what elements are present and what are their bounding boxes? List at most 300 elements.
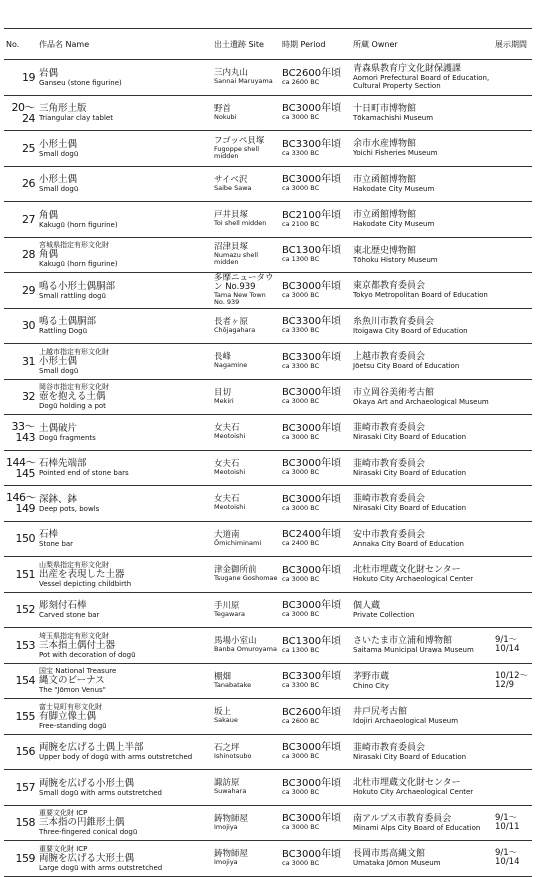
item-name-en: Small dogū xyxy=(39,366,79,375)
owner-en: Okaya Art and Archaeological Museum xyxy=(353,397,489,406)
item-name-jp: 両腕を広げる小形土偶 xyxy=(39,777,135,789)
owner-jp: 井戸尻考古館 xyxy=(353,707,408,718)
display-period xyxy=(493,557,532,593)
site-jp: 坂上 xyxy=(214,707,232,718)
site-jp: 女夫石 xyxy=(214,494,240,505)
item-name-jp: 角偶 xyxy=(39,249,59,261)
site-jp: 諏訪原 xyxy=(214,778,240,789)
item-name-cell xyxy=(37,628,212,664)
header-site: 出土遺跡 Site xyxy=(212,29,280,60)
owner-en: Annaka City Board of Education xyxy=(353,539,464,548)
period-jp: BC1300年頃 xyxy=(282,635,342,647)
item-number: 30 xyxy=(4,308,37,344)
item-name-jp: 壺を抱える土偶 xyxy=(39,391,106,403)
item-name-en: Ganseu (stone figurine) xyxy=(39,78,122,87)
display-period xyxy=(493,450,532,486)
period-en: ca 3000 BC xyxy=(282,290,320,299)
item-number: 25 xyxy=(4,131,37,167)
owner-en: Jōetsu City Board of Education xyxy=(353,362,460,371)
period-cell xyxy=(280,841,351,877)
period-en: ca 2600 BC xyxy=(282,77,320,86)
table-row xyxy=(4,592,532,628)
item-name-en: Vessel depicting childbirth xyxy=(39,579,132,588)
period-jp: BC3000年頃 xyxy=(282,742,342,754)
display-period: 9/1〜10/14 xyxy=(493,841,532,877)
item-number: 20〜24 xyxy=(4,95,37,131)
display-period xyxy=(493,60,532,96)
item-name-en: Stone bar xyxy=(39,540,74,549)
site-jp: 沼津貝塚 xyxy=(214,242,249,253)
period-cell xyxy=(280,379,351,415)
period-en: ca 3000 BC xyxy=(282,858,320,867)
designation-label: 重要文化財 ICP xyxy=(39,809,88,818)
owner-en: Chino City xyxy=(353,681,389,690)
owner-cell xyxy=(351,131,493,167)
period-jp: BC3300年頃 xyxy=(282,671,342,683)
owner-cell xyxy=(351,699,493,735)
site-cell xyxy=(212,166,280,202)
table-row xyxy=(4,770,532,806)
period-cell xyxy=(280,592,351,628)
item-name-cell xyxy=(37,450,212,486)
table-row xyxy=(4,166,532,202)
period-cell xyxy=(280,166,351,202)
table-row xyxy=(4,273,532,309)
item-name-cell xyxy=(37,202,212,238)
site-cell xyxy=(212,592,280,628)
site-cell xyxy=(212,770,280,806)
item-name-jp: 石棒先端部 xyxy=(39,458,87,470)
owner-cell xyxy=(351,273,493,309)
owner-en: Hokuto City Archaeological Center xyxy=(353,788,474,797)
item-name-en: Large dogū with arms outstretched xyxy=(39,863,163,872)
owner-jp: 糸魚川市教育委員会 xyxy=(353,316,435,327)
period-en: ca 3300 BC xyxy=(282,361,320,370)
owner-jp: 青森県教育庁文化財保護課 xyxy=(353,64,462,75)
site-en: Tama New Town No. 939 xyxy=(214,291,266,307)
period-en: ca 3000 BC xyxy=(282,397,320,406)
display-period xyxy=(493,486,532,522)
owner-en: Minami Alps City Board of Education xyxy=(353,823,481,832)
site-en: Toi shell midden xyxy=(214,219,267,228)
owner-cell xyxy=(351,663,493,699)
period-en: ca 3000 BC xyxy=(282,574,320,583)
period-en: ca 3000 BC xyxy=(282,113,320,122)
item-name-jp: 小形土偶 xyxy=(39,355,78,367)
period-cell xyxy=(280,521,351,557)
period-cell xyxy=(280,131,351,167)
item-name-cell xyxy=(37,131,212,167)
owner-cell xyxy=(351,237,493,273)
period-cell xyxy=(280,734,351,770)
owner-en: Yoichi Fisheries Museum xyxy=(353,149,438,158)
period-jp: BC2600年頃 xyxy=(282,67,342,79)
owner-jp: 韮崎市教育委員会 xyxy=(353,423,426,434)
period-en: ca 3300 BC xyxy=(282,326,320,335)
site-en: Nokubi xyxy=(214,112,237,121)
site-jp: 野首 xyxy=(214,103,232,114)
designation-label: 上越市指定有形文化財 xyxy=(39,347,109,356)
site-jp: 手川原 xyxy=(214,600,240,611)
item-number: 144〜145 xyxy=(4,450,37,486)
item-name-jp: 両腕を広げる大形土偶 xyxy=(39,852,135,864)
site-jp: 鋳物師屋 xyxy=(214,813,249,824)
period-cell xyxy=(280,557,351,593)
table-row xyxy=(4,557,532,593)
site-jp: 女夫石 xyxy=(214,423,240,434)
owner-en: Tōkamachishi Museum xyxy=(353,113,434,122)
item-name-jp: 三本指の円錐形土偶 xyxy=(39,817,125,829)
site-en: Sakaue xyxy=(214,716,238,725)
item-name-jp: 石棒 xyxy=(39,529,59,541)
site-cell xyxy=(212,308,280,344)
item-name-jp: 両腕を広げる土偶上半部 xyxy=(39,742,144,754)
item-name-cell xyxy=(37,486,212,522)
item-name-cell xyxy=(37,273,212,309)
item-name-cell xyxy=(37,308,212,344)
display-period xyxy=(493,273,532,309)
site-cell xyxy=(212,841,280,877)
owner-jp: 韮崎市教育委員会 xyxy=(353,494,426,505)
site-en: Numazu shell midden xyxy=(214,251,259,267)
period-en: ca 3000 BC xyxy=(282,787,320,796)
display-period xyxy=(493,308,532,344)
table-row xyxy=(4,60,532,96)
table-row xyxy=(4,131,532,167)
owner-jp: 北杜市埋蔵文化財センター xyxy=(353,565,461,576)
item-name-cell xyxy=(37,841,212,877)
owner-en: Itoigawa City Board of Education xyxy=(353,326,468,335)
item-name-cell xyxy=(37,592,212,628)
site-cell xyxy=(212,486,280,522)
table-row xyxy=(4,699,532,735)
item-name-jp: 土偶破片 xyxy=(39,422,78,434)
period-jp: BC3000年頃 xyxy=(282,458,342,470)
site-jp: 石之坪 xyxy=(214,742,240,753)
owner-en: Nirasaki City Board of Education xyxy=(353,433,467,442)
period-cell xyxy=(280,308,351,344)
item-name-en: Rattling Dogū xyxy=(39,327,88,336)
item-name-cell xyxy=(37,805,212,841)
item-number: 152 xyxy=(4,592,37,628)
site-cell xyxy=(212,450,280,486)
owner-jp: 市立岡谷美術考古館 xyxy=(353,387,435,398)
item-name-cell xyxy=(37,699,212,735)
item-name-cell xyxy=(37,663,212,699)
display-period xyxy=(493,699,532,735)
period-cell xyxy=(280,628,351,664)
item-name-en: Dogū holding a pot xyxy=(39,402,106,411)
table-row xyxy=(4,521,532,557)
site-en: Ishinotsubo xyxy=(214,751,252,760)
owner-cell xyxy=(351,734,493,770)
item-number: 159 xyxy=(4,841,37,877)
item-name-jp: 有脚立像土偶 xyxy=(39,710,97,722)
period-en: ca 3000 BC xyxy=(282,752,320,761)
display-period xyxy=(493,344,532,380)
site-cell xyxy=(212,628,280,664)
period-cell xyxy=(280,450,351,486)
period-en: ca 3300 BC xyxy=(282,148,320,157)
owner-cell xyxy=(351,308,493,344)
table-row xyxy=(4,841,532,877)
period-en: ca 3000 BC xyxy=(282,432,320,441)
owner-en: Hakodate City Museum xyxy=(353,220,435,229)
owner-jp: 韮崎市教育委員会 xyxy=(353,742,426,753)
item-name-en: Kakugū (horn figurine) xyxy=(39,260,118,269)
item-number: 19 xyxy=(4,60,37,96)
owner-en: Nirasaki City Board of Education xyxy=(353,504,467,513)
period-en: ca 3000 BC xyxy=(282,184,320,193)
site-cell xyxy=(212,663,280,699)
table-row xyxy=(4,237,532,273)
period-en: ca 3000 BC xyxy=(282,503,320,512)
header-display: 展示期間 xyxy=(493,29,532,60)
period-jp: BC3000年頃 xyxy=(282,777,342,789)
period-jp: BC3000年頃 xyxy=(282,564,342,576)
item-number: 158 xyxy=(4,805,37,841)
owner-jp: 市立函館博物館 xyxy=(353,210,417,221)
site-jp: 馬場小室山 xyxy=(214,636,257,647)
site-en: Mekiri xyxy=(214,396,234,405)
owner-jp: 茅野市蔵 xyxy=(353,671,390,682)
display-period xyxy=(493,131,532,167)
owner-en: Private Collection xyxy=(353,610,415,619)
site-jp: 長者ヶ原 xyxy=(214,316,249,327)
item-name-cell xyxy=(37,415,212,451)
site-jp: 津金御所前 xyxy=(214,565,257,576)
designation-label: 埼玉県指定有形文化財 xyxy=(39,631,109,640)
site-en: Meotoishi xyxy=(214,432,246,441)
period-jp: BC3000年頃 xyxy=(282,174,342,186)
table-row xyxy=(4,344,532,380)
item-name-cell xyxy=(37,379,212,415)
header-no: No. xyxy=(4,29,37,60)
item-name-jp: 出産を表現した土器 xyxy=(39,568,125,580)
period-jp: BC3000年頃 xyxy=(282,813,342,825)
period-jp: BC3300年頃 xyxy=(282,316,342,328)
item-name-cell xyxy=(37,734,212,770)
item-name-jp: 小形土偶 xyxy=(39,174,78,186)
header-name: 作品名 Name xyxy=(37,29,212,60)
table-row xyxy=(4,628,532,664)
display-period xyxy=(493,202,532,238)
item-name-jp: 岩偶 xyxy=(39,67,59,79)
display-period xyxy=(493,415,532,451)
item-name-en: Small dogū xyxy=(39,185,79,194)
owner-jp: 東京都教育委員会 xyxy=(353,281,426,292)
owner-en: Hokuto City Archaeological Center xyxy=(353,575,474,584)
period-cell xyxy=(280,415,351,451)
period-jp: BC3300年頃 xyxy=(282,138,342,150)
designation-label: 国宝 National Treasure xyxy=(39,667,117,676)
item-number: 150 xyxy=(4,521,37,557)
designation-label: 岡谷市指定有形文化財 xyxy=(39,383,109,392)
owner-jp: さいたま市立浦和博物館 xyxy=(353,636,453,647)
site-cell xyxy=(212,734,280,770)
site-jp: 鋳物師屋 xyxy=(214,849,249,860)
display-period xyxy=(493,521,532,557)
item-number: 153 xyxy=(4,628,37,664)
table-row xyxy=(4,663,532,699)
item-name-jp: 小形土偶 xyxy=(39,138,78,150)
item-name-cell xyxy=(37,95,212,131)
period-en: ca 2100 BC xyxy=(282,219,320,228)
item-name-en: Deep pots, bowls xyxy=(39,504,100,513)
site-cell xyxy=(212,379,280,415)
site-cell xyxy=(212,699,280,735)
period-cell xyxy=(280,202,351,238)
item-name-jp: 鳴る土偶胴部 xyxy=(39,316,97,328)
owner-en: Idojiri Archaeological Museum xyxy=(353,717,459,726)
item-name-jp: 三本指土偶付土器 xyxy=(39,639,116,651)
site-cell xyxy=(212,202,280,238)
owner-en: Saitama Municipal Urawa Museum xyxy=(353,646,474,655)
table-row xyxy=(4,486,532,522)
item-name-cell xyxy=(37,770,212,806)
period-jp: BC3000年頃 xyxy=(282,422,342,434)
period-jp: BC3000年頃 xyxy=(282,387,342,399)
site-jp: 戸井貝塚 xyxy=(214,210,249,221)
period-en: ca 3000 BC xyxy=(282,823,320,832)
item-name-cell xyxy=(37,166,212,202)
item-number: 28 xyxy=(4,237,37,273)
owner-jp: 長岡市馬高縄文館 xyxy=(353,849,426,860)
owner-cell xyxy=(351,628,493,664)
display-period xyxy=(493,379,532,415)
owner-en: Tokyo Metropolitan Board of Education xyxy=(353,291,488,300)
item-number: 156 xyxy=(4,734,37,770)
period-jp: BC2600年頃 xyxy=(282,706,342,718)
item-number: 33〜143 xyxy=(4,415,37,451)
period-cell xyxy=(280,699,351,735)
owner-cell xyxy=(351,60,493,96)
header-owner: 所蔵 Owner xyxy=(351,29,493,60)
owner-cell xyxy=(351,805,493,841)
item-number: 26 xyxy=(4,166,37,202)
site-en: Fugoppe shell midden xyxy=(214,144,260,160)
site-en: Ōmichiminami xyxy=(214,538,262,547)
period-cell xyxy=(280,805,351,841)
site-cell xyxy=(212,131,280,167)
owner-en: Umataka Jōmon Museum xyxy=(353,859,441,868)
period-cell xyxy=(280,770,351,806)
period-cell xyxy=(280,486,351,522)
site-en: Imojiya xyxy=(214,858,238,867)
owner-cell xyxy=(351,379,493,415)
owner-jp: 余市水産博物館 xyxy=(353,139,417,150)
site-en: Banba Omuroyama xyxy=(214,645,277,654)
item-name-en: Triangular clay tablet xyxy=(39,114,113,123)
owner-jp: 安中市教育委員会 xyxy=(353,529,426,540)
owner-cell xyxy=(351,415,493,451)
site-jp: 目切 xyxy=(214,387,232,398)
site-en: Meotoishi xyxy=(214,467,246,476)
owner-cell xyxy=(351,557,493,593)
site-en: Tsugane Goshomae xyxy=(214,574,278,583)
period-en: ca 3000 BC xyxy=(282,468,320,477)
owner-cell xyxy=(351,486,493,522)
site-jp: 棚畑 xyxy=(214,671,232,682)
item-name-jp: 三角形土版 xyxy=(39,103,87,115)
period-jp: BC3000年頃 xyxy=(282,848,342,860)
table-row xyxy=(4,450,532,486)
site-en: Chōjagahara xyxy=(214,325,256,334)
item-name-cell xyxy=(37,237,212,273)
site-cell xyxy=(212,60,280,96)
period-cell xyxy=(280,237,351,273)
site-jp: 長峰 xyxy=(214,352,232,363)
site-en: Suwahara xyxy=(214,787,247,796)
period-cell xyxy=(280,273,351,309)
site-cell xyxy=(212,415,280,451)
table-row xyxy=(4,308,532,344)
display-period xyxy=(493,734,532,770)
period-en: ca 1300 BC xyxy=(282,645,320,654)
table-row xyxy=(4,202,532,238)
site-jp: 女夫石 xyxy=(214,458,240,469)
period-jp: BC1300年頃 xyxy=(282,245,342,257)
owner-cell xyxy=(351,592,493,628)
site-en: Imojiya xyxy=(214,822,238,831)
period-jp: BC3000年頃 xyxy=(282,493,342,505)
period-cell xyxy=(280,344,351,380)
owner-cell xyxy=(351,202,493,238)
item-name-cell xyxy=(37,344,212,380)
period-jp: BC2100年頃 xyxy=(282,209,342,221)
item-name-jp: 鳴る小形土偶胴部 xyxy=(39,280,116,292)
site-cell xyxy=(212,557,280,593)
owner-jp: 上越市教育委員会 xyxy=(353,352,426,363)
table-row xyxy=(4,805,532,841)
designation-label: 山梨県指定有形文化財 xyxy=(39,560,109,569)
site-jp: 多摩ニュータウン No.939 xyxy=(214,273,274,293)
owner-en: Hakodate City Museum xyxy=(353,184,435,193)
period-jp: BC3000年頃 xyxy=(282,103,342,115)
site-cell xyxy=(212,273,280,309)
item-name-en: Kakugū (horn figurine) xyxy=(39,220,118,229)
display-period xyxy=(493,592,532,628)
site-en: Saibe Sawa xyxy=(214,183,252,192)
exhibit-list-table xyxy=(4,28,532,877)
period-jp: BC3000年頃 xyxy=(282,280,342,292)
site-jp: フゴッペ貝塚 xyxy=(214,135,265,146)
owner-cell xyxy=(351,841,493,877)
item-name-jp: 角偶 xyxy=(39,209,59,221)
period-en: ca 2400 BC xyxy=(282,539,320,548)
item-name-cell xyxy=(37,521,212,557)
site-en: Tegawara xyxy=(214,609,245,618)
item-number: 151 xyxy=(4,557,37,593)
period-cell xyxy=(280,95,351,131)
site-cell xyxy=(212,521,280,557)
item-name-cell xyxy=(37,557,212,593)
period-en: ca 3000 BC xyxy=(282,610,320,619)
owner-jp: 南アルプス市教育委員会 xyxy=(353,813,452,824)
item-number: 31 xyxy=(4,344,37,380)
display-period xyxy=(493,166,532,202)
item-name-cell xyxy=(37,60,212,96)
site-jp: サイベ沢 xyxy=(214,174,248,185)
period-cell xyxy=(280,663,351,699)
item-name-en: The "Jōmon Venus" xyxy=(39,686,106,695)
owner-jp: 韮崎市教育委員会 xyxy=(353,458,426,469)
owner-cell xyxy=(351,166,493,202)
site-cell xyxy=(212,344,280,380)
display-period xyxy=(493,237,532,273)
display-period xyxy=(493,770,532,806)
item-name-en: Pot with decoration of dogū xyxy=(39,650,136,659)
